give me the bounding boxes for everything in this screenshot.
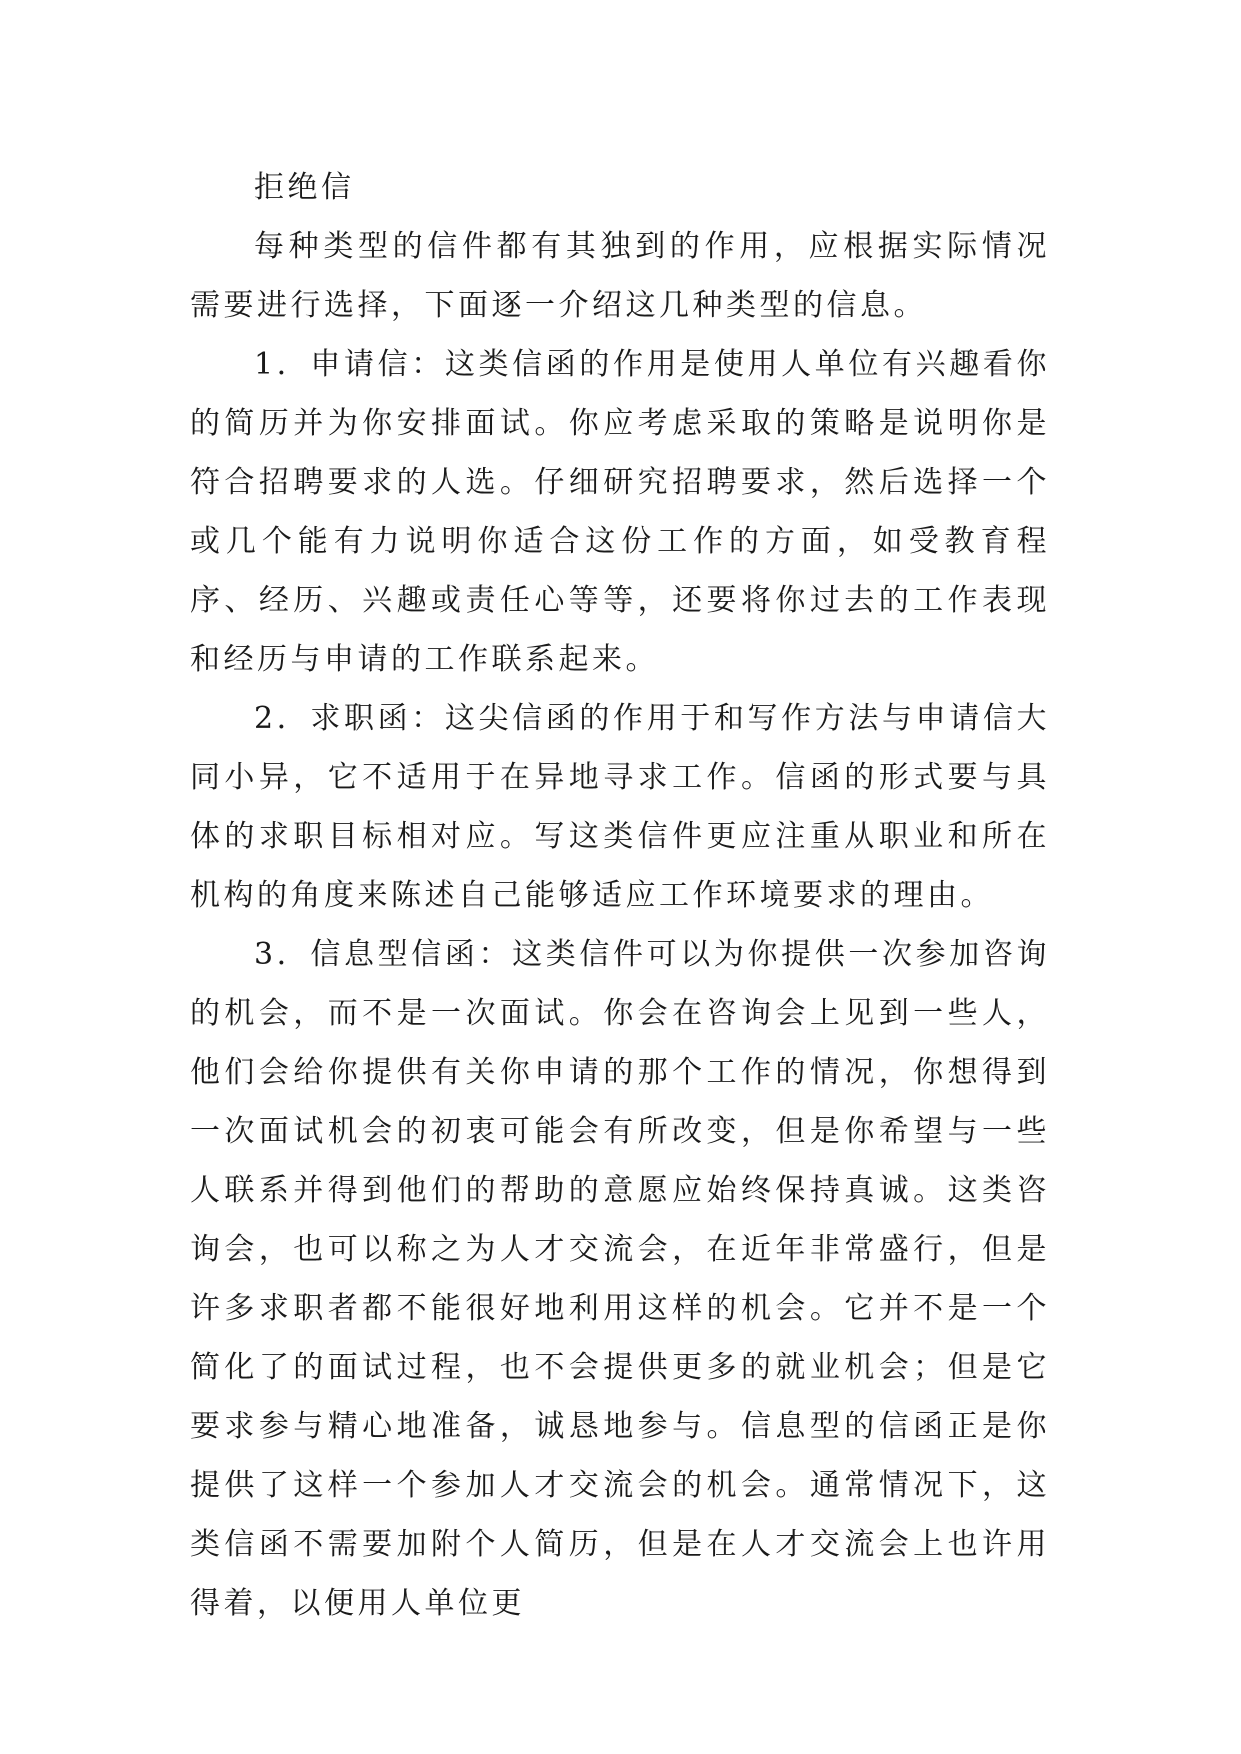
- paragraph-application-letter: 1．申请信：这类信函的作用是使用人单位有兴趣看你的简历并为你安排面试。你应考虑采取的策略是说明你是符合招聘要求的人选。仔细研究招聘要求，然后选择一个或几个能有力说明你适合这份工作的方面，如受教育程序、经历、兴趣或责任心等等，还要将你过去的工作表现和经历与申请的工作联系起来。: [190, 347, 1050, 677]
- paragraph-job-seeking-letter: 2．求职函：这尖信函的作用于和写作方法与申请信大同小异，它不适用于在异地寻求工作。信函的形式要与具体的求职目标相对应。写这类信件更应注重从职业和所在机构的角度来陈述自己能够适应工作环境要求的理由。: [190, 701, 1050, 913]
- document-heading: 拒绝信: [254, 170, 355, 205]
- document-body: [190, 158, 1050, 1633]
- paragraph-intro: 每种类型的信件都有其独到的作用，应根据实际情况需要进行选择，下面逐一介绍这几种类型的信息。: [190, 229, 1050, 323]
- paragraph-informational-letter: 3．信息型信函：这类信件可以为你提供一次参加咨询的机会，而不是一次面试。你会在咨询会上见到一些人，他们会给你提供有关你申请的那个工作的情况，你想得到一次面试机会的初衷可能会有所改变，但是你希望与一些人联系并得到他们的帮助的意愿应始终保持真诚。这类咨询会，也可以称之为人才交流会，在近年非常盛行，但是许多求职者都不能很好地利用这样的机会。它并不是一个简化了的面试过程，也不会提供更多的就业机会；但是它要求参与精心地准备，诚恳地参与。信息型的信函正是你提供了这样一个参加人才交流会的机会。通常情况下，这类信函不需要加附个人简历，但是在人才交流会上也许用得着，以便用人单位更: [190, 937, 1050, 1621]
